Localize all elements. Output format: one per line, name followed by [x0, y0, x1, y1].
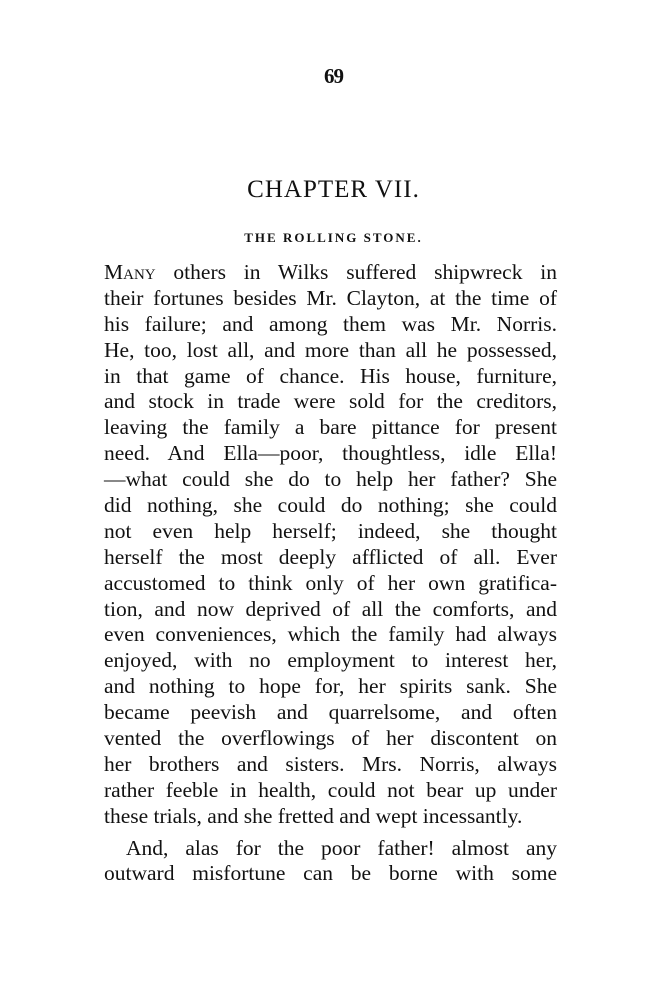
text-line: tion, and now deprived of all the comforts, and	[104, 596, 557, 621]
text-line: leaving the family a bare pittance for present	[104, 415, 557, 440]
lead-word: Many	[104, 260, 156, 284]
text-line: not even help herself; indeed, she thought	[104, 518, 557, 543]
text-line: these trials, and she fretted and wept incessantly.	[104, 803, 523, 828]
text-line: rather feeble in health, could not bear up under	[104, 777, 557, 802]
text-line: And, alas for the poor father! almost any	[126, 835, 557, 860]
text-line: need. And Ella—poor, thoughtless, idle Ella!	[104, 441, 557, 466]
text-line: and nothing to hope for, her spirits sank. She	[104, 674, 557, 699]
body-text	[104, 260, 557, 887]
text-line: did nothing, she could do nothing; she could	[104, 493, 557, 518]
text-line	[104, 260, 557, 286]
page-number: 69	[324, 64, 343, 88]
text-line: and stock in trade were sold for the creditors,	[104, 389, 557, 414]
text-line: his failure; and among them was Mr. Norris.	[104, 311, 557, 336]
text-line: herself the most deeply afflicted of all. Ever	[104, 544, 557, 569]
text-line: their fortunes besides Mr. Clayton, at the time of	[104, 285, 557, 310]
text-line: in that game of chance. His house, furniture,	[104, 363, 557, 388]
text-line: vented the overflowings of her discontent on	[104, 726, 557, 751]
chapter-title: CHAPTER VII.	[247, 176, 420, 203]
text-line: accustomed to think only of her own gratifica-	[104, 570, 557, 595]
text-line: her brothers and sisters. Mrs. Norris, always	[104, 751, 557, 776]
text-line: became peevish and quarrelsome, and often	[104, 700, 557, 725]
text-line: enjoyed, with no employment to interest her,	[104, 648, 557, 673]
text-line: —what could she do to help her father? She	[104, 467, 557, 492]
text-line: even conveniences, which the family had always	[104, 622, 557, 647]
text-line: He, too, lost all, and more than all he possessed,	[104, 337, 557, 362]
chapter-subtitle: THE ROLLING STONE.	[244, 230, 423, 245]
text-line: outward misfortune can be borne with some	[104, 861, 557, 886]
text-line-content: others in Wilks suffered shipwreck in	[155, 260, 557, 284]
